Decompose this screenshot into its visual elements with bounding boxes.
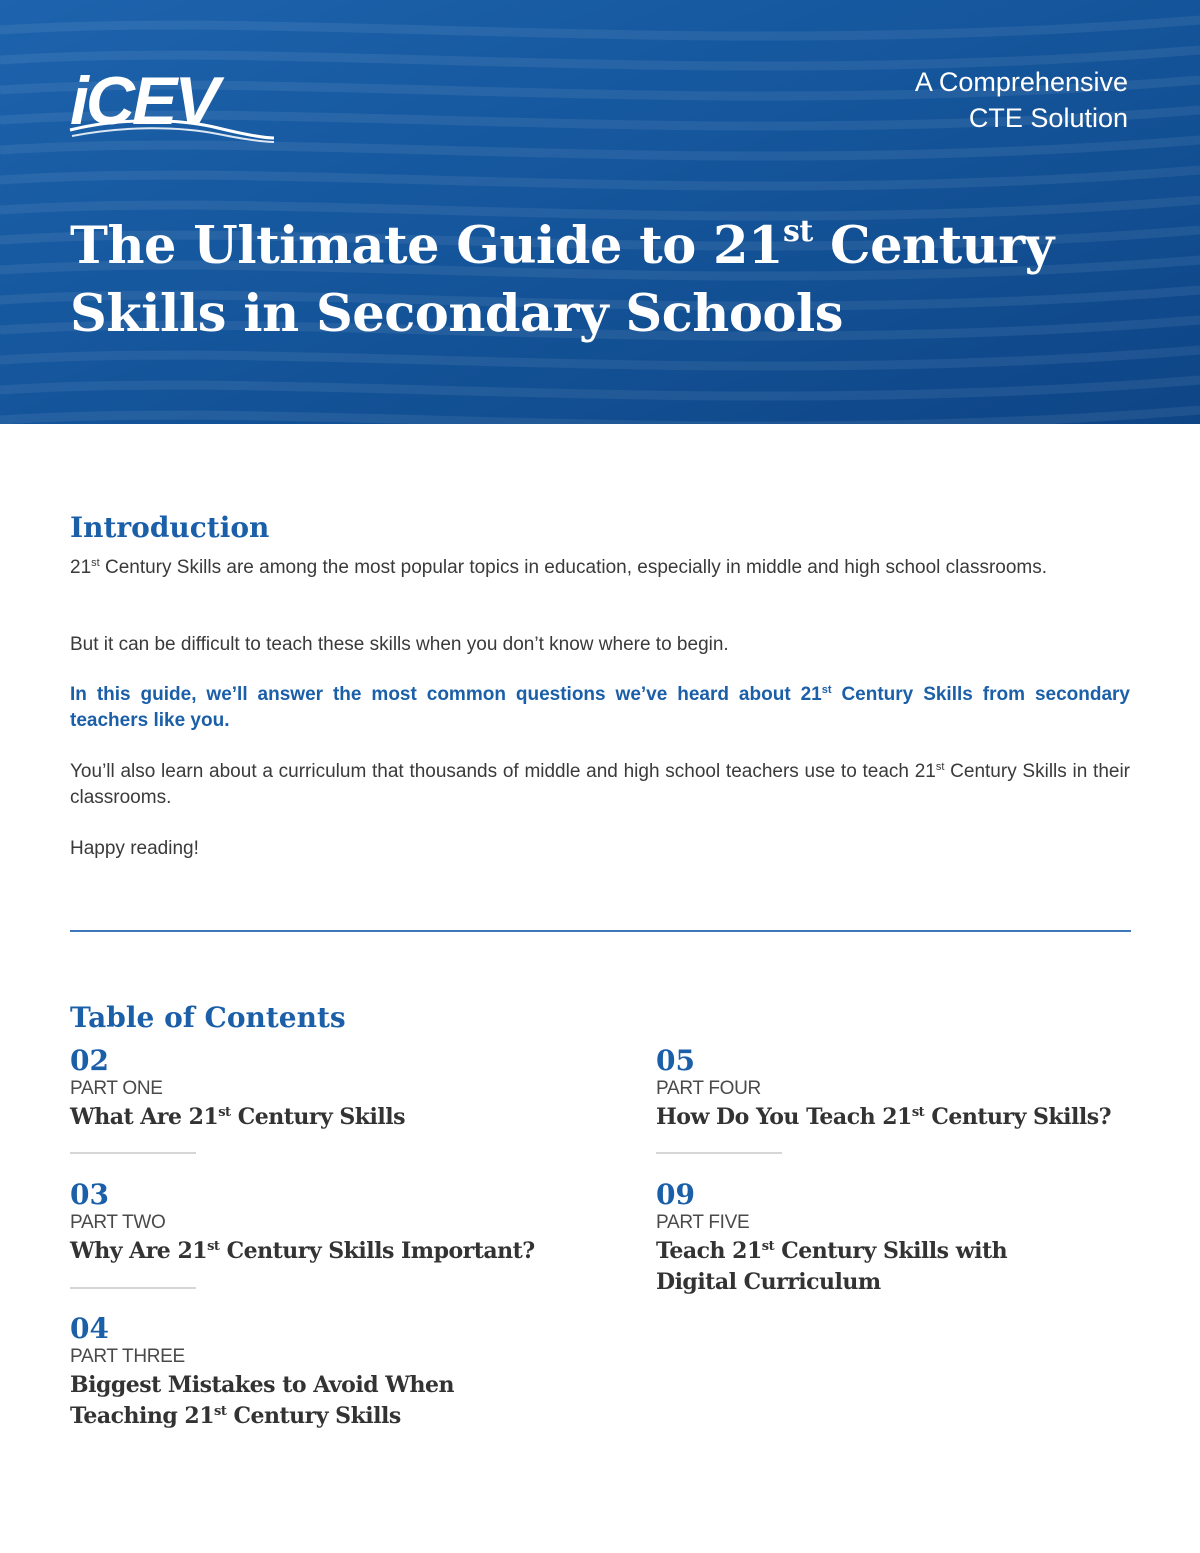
intro-paragraph-5: Happy reading! bbox=[70, 838, 199, 859]
intro-paragraph-1: 21st Century Skills are among the most popular topics in education, especially in middle and high school classrooms. bbox=[70, 557, 1048, 578]
toc-separator bbox=[70, 1152, 196, 1154]
toc-page-number: 05 bbox=[656, 1044, 695, 1077]
toc-page-number: 04 bbox=[70, 1312, 109, 1345]
toc-page-number: 09 bbox=[656, 1178, 695, 1211]
intro-paragraph-highlight: In this guide, we’ll answer the most common questions we’ve heard about 21st Century Skills from secondary teachers like you. bbox=[70, 684, 1130, 731]
introduction-heading: Introduction bbox=[70, 511, 270, 544]
toc-part-label: PART TWO bbox=[70, 1212, 166, 1233]
icev-logo bbox=[68, 66, 278, 150]
toc-item-part-three[interactable] bbox=[70, 1312, 590, 1432]
intro-paragraph-4: You’ll also learn about a curriculum that thousands of middle and high school teachers use to teach 21st Century Skills in their classrooms. bbox=[70, 761, 1130, 808]
header-banner bbox=[0, 0, 1200, 424]
toc-heading: Table of Contents bbox=[70, 1001, 346, 1034]
toc-item-part-one[interactable] bbox=[70, 1044, 590, 1133]
toc-page-number: 03 bbox=[70, 1178, 109, 1211]
toc-part-label: PART ONE bbox=[70, 1078, 163, 1099]
toc-title: What Are 21st Century Skills bbox=[70, 1104, 405, 1130]
tagline bbox=[915, 64, 1128, 136]
svg-text:iCEV: iCEV bbox=[70, 66, 217, 139]
toc-item-part-four[interactable] bbox=[656, 1044, 1176, 1133]
toc-item-part-two[interactable] bbox=[70, 1178, 590, 1267]
page-title: The Ultimate Guide to 21st Century Skills in Secondary Schools bbox=[70, 214, 1054, 344]
toc-separator bbox=[70, 1287, 196, 1289]
toc-part-label: PART FOUR bbox=[656, 1078, 761, 1099]
toc-title: Teach 21st Century Skills with Digital Curriculum bbox=[656, 1238, 1008, 1295]
toc-title: How Do You Teach 21st Century Skills? bbox=[656, 1104, 1112, 1130]
toc-separator bbox=[656, 1152, 782, 1154]
section-divider bbox=[70, 930, 1131, 932]
tagline-line-2: CTE Solution bbox=[968, 103, 1128, 133]
toc-item-part-five[interactable] bbox=[656, 1178, 1176, 1298]
toc-title: Why Are 21st Century Skills Important? bbox=[70, 1238, 535, 1264]
toc-title: Biggest Mistakes to Avoid When Teaching 21st Century Skills bbox=[70, 1372, 454, 1429]
toc-page-number: 02 bbox=[70, 1044, 109, 1077]
tagline-line-1: A Comprehensive bbox=[914, 67, 1128, 97]
toc-part-label: PART FIVE bbox=[656, 1212, 750, 1233]
toc-part-label: PART THREE bbox=[70, 1346, 185, 1367]
intro-paragraph-2: But it can be difficult to teach these skills when you don’t know where to begin. bbox=[70, 634, 729, 655]
